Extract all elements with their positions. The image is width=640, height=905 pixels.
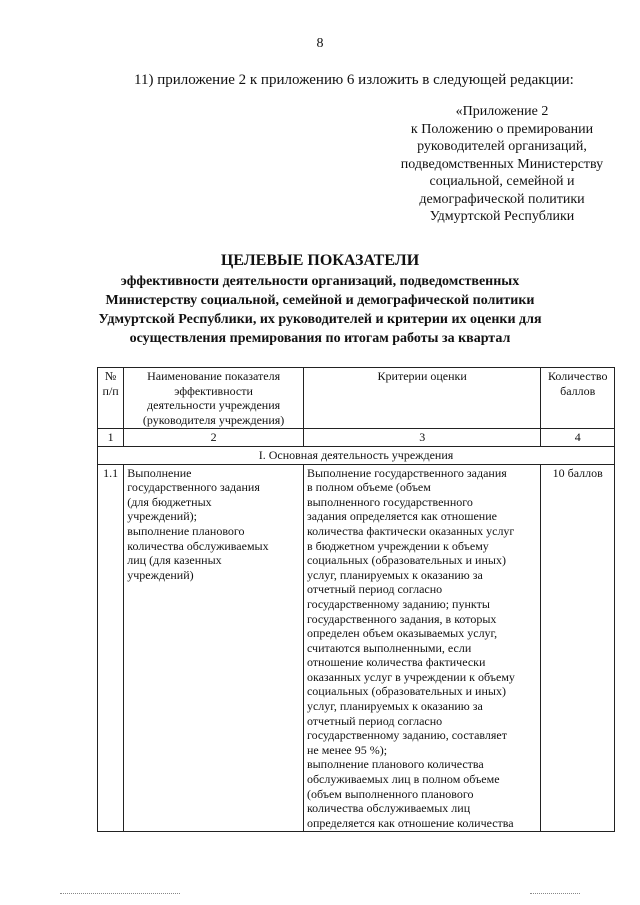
subtitle-line: осуществления премирования по итогам работы за квартал xyxy=(129,331,511,346)
indicator-line: государственного задания xyxy=(127,480,260,495)
appendix-line: руководителей организаций, xyxy=(417,139,587,154)
criteria-line: отчетный период согласно xyxy=(306,582,443,597)
criteria-cell xyxy=(303,464,540,832)
indicator-line: выполнение планового xyxy=(127,523,245,538)
criteria-line: определяется как отношение количества xyxy=(306,815,514,830)
appendix-block xyxy=(366,103,638,226)
appendix-line: социальной, семейной и xyxy=(429,174,575,189)
indicator-line: количества обслуживаемых xyxy=(127,538,269,553)
section-title: I. Основная деятельность учреждения xyxy=(98,446,615,464)
row-number: 1.1 xyxy=(98,464,124,832)
indicator-line: Выполнение xyxy=(127,465,192,480)
section-row xyxy=(98,446,615,464)
column-number: 1 xyxy=(98,429,124,447)
scan-artifact xyxy=(60,893,180,895)
subtitle-line: Удмуртской Республики, их руководителей и критерии их оценки для xyxy=(98,312,542,327)
appendix-line: «Приложение 2 xyxy=(455,104,549,119)
intro-line: 11) приложение 2 к приложению 6 изложить в следующей редакции: xyxy=(134,72,574,88)
criteria-line: отчетный период согласно xyxy=(306,713,443,728)
table-header-row xyxy=(98,368,615,429)
header-line: (руководителя учреждения) xyxy=(142,412,285,427)
criteria-line: в полном объеме (объем xyxy=(306,480,431,495)
subtitle-line: эффективности деятельности организаций, подведомственных xyxy=(120,274,520,289)
header-criteria: Критерии оценки xyxy=(303,368,540,429)
criteria-line: выполненного государственного xyxy=(306,494,473,509)
criteria-line: государственному заданию; пункты xyxy=(306,596,490,611)
header-line: п/п xyxy=(102,383,119,398)
header-line: баллов xyxy=(560,383,596,398)
indicator-line: учреждений); xyxy=(127,509,197,524)
criteria-line: (объем выполненного планового xyxy=(306,786,474,801)
header-line: деятельности учреждения xyxy=(147,398,281,413)
criteria-line: оказанных услуг в учреждении к объему xyxy=(306,669,515,684)
page-number: 8 xyxy=(316,36,324,51)
indicator-line: учреждений) xyxy=(127,567,194,582)
criteria-line: Выполнение государственного задания xyxy=(306,465,507,480)
document-subtitle xyxy=(0,272,640,348)
appendix-line: к Положению о премировании xyxy=(410,121,594,137)
header-indicator-name xyxy=(124,368,304,429)
indicator-name-cell xyxy=(124,464,304,832)
criteria-line: не менее 95 %); xyxy=(306,742,388,757)
criteria-line: государственному заданию, составляет xyxy=(306,728,507,743)
document-title: ЦЕЛЕВЫЕ ПОКАЗАТЕЛИ xyxy=(220,252,420,269)
criteria-line: отношение количества фактически xyxy=(306,655,486,670)
column-number-row xyxy=(98,429,615,447)
column-number: 3 xyxy=(303,429,540,447)
header-line: эффективности xyxy=(174,383,253,398)
criteria-line: выполнение планового количества xyxy=(306,757,484,772)
column-number: 2 xyxy=(124,429,304,447)
appendix-line: Удмуртской Республики xyxy=(429,209,575,224)
criteria-line: определен объем оказываемых услуг, xyxy=(306,626,498,641)
scan-artifact xyxy=(530,893,580,895)
header-line: № xyxy=(104,369,117,383)
header-number xyxy=(98,368,124,429)
header-line: Наименование показателя xyxy=(147,369,281,383)
column-number: 4 xyxy=(541,429,615,447)
header-line: Количество xyxy=(547,369,608,383)
criteria-table xyxy=(97,367,615,832)
indicator-line: лиц (для казенных xyxy=(127,553,222,568)
criteria-line: государственного задания, в которых xyxy=(306,611,497,626)
criteria-line: задания определяется как отношение xyxy=(306,509,497,524)
criteria-line: услуг, планируемых к оказанию за xyxy=(306,699,483,714)
criteria-line: услуг, планируемых к оказанию за xyxy=(306,567,483,582)
criteria-line: количества фактически оказанных услуг xyxy=(306,523,515,538)
criteria-line: социальных (образовательных и иных) xyxy=(306,684,506,699)
appendix-line: демографической политики xyxy=(419,191,585,207)
criteria-line: в бюджетном учреждении к объему xyxy=(306,538,489,553)
indicator-line: (для бюджетных xyxy=(127,494,212,509)
header-score xyxy=(541,368,615,429)
criteria-line: обслуживаемых лиц в полном объеме xyxy=(306,772,500,787)
score-cell: 10 баллов xyxy=(541,464,615,832)
subtitle-line: Министерству социальной, семейной и демографической политики xyxy=(105,293,535,308)
criteria-line: социальных (образовательных и иных) xyxy=(306,553,506,568)
appendix-line: подведомственных Министерству xyxy=(400,156,604,172)
criteria-line: считаются выполненными, если xyxy=(306,640,472,655)
criteria-line: количества обслуживаемых лиц xyxy=(306,801,471,816)
table-row xyxy=(98,464,615,832)
